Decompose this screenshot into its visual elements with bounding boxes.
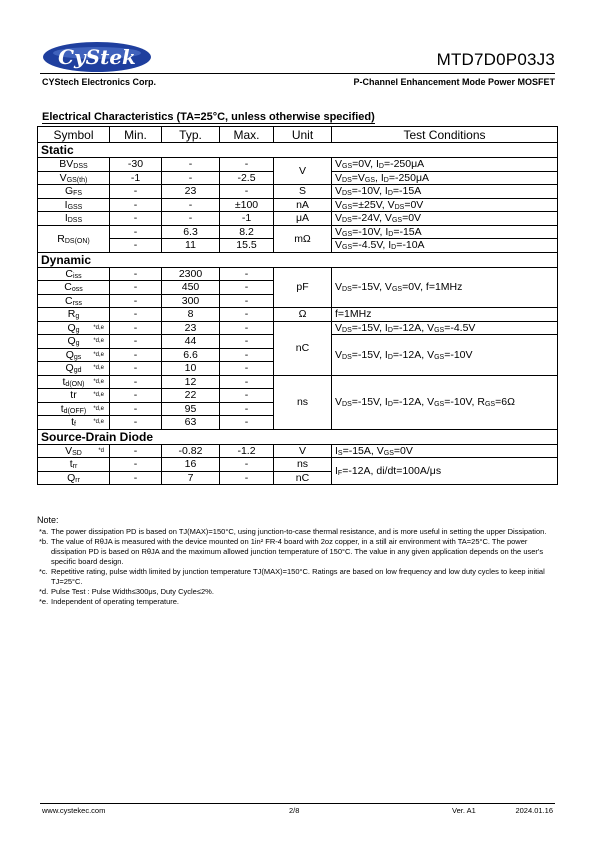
footer-divider (40, 803, 555, 804)
max-value: - (220, 471, 274, 485)
logo-text: CyStek (58, 45, 136, 69)
device-type: P-Channel Enhancement Mode Power MOSFET (353, 77, 555, 87)
typ-value: 12 (162, 375, 220, 389)
typ-value: 11 (162, 239, 220, 253)
max-value: - (220, 402, 274, 416)
typ-value: 23 (162, 185, 220, 199)
unit: V (274, 444, 332, 458)
typ-value: 16 (162, 458, 220, 472)
table-row (38, 185, 558, 199)
company-name: CYStech Electronics Corp. (42, 77, 157, 87)
test-condition: $V_{GS}=-10V$, $I_D=-15A$ (332, 225, 558, 239)
min-value: - (110, 335, 162, 349)
footnote-mark: *d,e (93, 324, 104, 331)
col-max: Max. (220, 127, 274, 143)
typ-value: 8 (162, 308, 220, 322)
max-value: - (220, 389, 274, 403)
footnote-mark: *d,e (93, 365, 104, 372)
unit: Ω (274, 308, 332, 322)
table-row (38, 158, 558, 172)
footer-version: Ver. A1 (452, 806, 476, 815)
symbol: $I_{GSS}$ (38, 198, 110, 212)
min-value: - (110, 321, 162, 335)
note-c: *c. Repetitive rating, pulse width limited by junction temperature TJ(MAX)=150°C. Ratings are based on low frequency and low duty cycles to keep initial TJ=25°C. (39, 567, 545, 586)
test-condition: $V_{DS}=-10V$, $I_D=-15A$ (332, 185, 558, 199)
group-source-drain-diode: Source-Drain Diode (38, 429, 558, 444)
typ-value: 63 (162, 416, 220, 430)
unit: nC (274, 471, 332, 485)
max-value: - (220, 185, 274, 199)
unit: ns (274, 458, 332, 472)
table-row (38, 375, 558, 389)
min-value: -30 (110, 158, 162, 172)
typ-value: 6.6 (162, 348, 220, 362)
test-condition: $V_{GS}=\pm 25V$, $V_{DS}=0V$ (332, 198, 558, 212)
symbol: $C_{oss}$ (38, 281, 110, 295)
symbol: $Q_g$ *d,e (38, 321, 110, 335)
min-value: - (110, 402, 162, 416)
footnote-mark: *d,e (93, 351, 104, 358)
max-value: - (220, 458, 274, 472)
symbol: $Q_{gd}$ *d,e (38, 362, 110, 376)
min-value: - (110, 294, 162, 308)
col-unit: Unit (274, 127, 332, 143)
min-value: - (110, 416, 162, 430)
symbol: $V_{GS(th)}$ (38, 171, 110, 185)
symbol: $C_{iss}$ (38, 267, 110, 281)
min-value: - (110, 185, 162, 199)
min-value: - (110, 267, 162, 281)
footnote-mark: *d,e (93, 405, 104, 412)
note-b: *b. The value of RθJA is measured with the device mounted on 1in² FR-4 board with 2oz copper, in a still air environment with TA=25°C. The power dissipation PD is based on RθJA and the maximum allowed junction temperature of 150°C. The value in any given application depends on the user's specific board design. (39, 537, 544, 566)
table-row (38, 225, 558, 239)
test-condition: $V_{DS}=V_{GS}$, $I_D=-250\mu A$ (332, 171, 558, 185)
max-value: 8.2 (220, 225, 274, 239)
test-condition: $V_{GS}=0V$, $I_D=-250\mu A$ (332, 158, 558, 172)
typ-value: - (162, 171, 220, 185)
symbol: $R_g$ (38, 308, 110, 322)
max-value: -1.2 (220, 444, 274, 458)
min-value: - (110, 198, 162, 212)
note-a: *a. The power dissipation PD is based on TJ(MAX)=150°C, using junction-to-case thermal resistance, and is more useful in setting the upper Dissipation. (39, 527, 547, 536)
test-condition: $V_{DS}=-15V$, $V_{GS}=0V$, f=1MHz (332, 267, 558, 308)
min-value: - (110, 212, 162, 226)
min-value: - (110, 362, 162, 376)
electrical-characteristics-table (37, 126, 558, 485)
typ-value: 6.3 (162, 225, 220, 239)
min-value: - (110, 444, 162, 458)
part-number: MTD7D0P03J3 (436, 50, 555, 69)
group-static: Static (38, 143, 558, 158)
symbol: $Q_{gs}$ *d,e (38, 348, 110, 362)
min-value: - (110, 308, 162, 322)
footer-date: 2024.01.16 (515, 806, 553, 815)
header-divider (40, 73, 555, 74)
typ-value: 22 (162, 389, 220, 403)
group-dynamic: Dynamic (38, 252, 558, 267)
table-row (38, 308, 558, 322)
test-condition: f=1MHz (332, 308, 558, 322)
footnote-mark: *d,e (93, 378, 104, 385)
notes-section (37, 515, 557, 607)
symbol: $R_{DS(ON)}$ (38, 225, 110, 252)
max-value: - (220, 267, 274, 281)
typ-value: 10 (162, 362, 220, 376)
min-value: - (110, 389, 162, 403)
footer-website[interactable]: www.cystekec.com (42, 806, 106, 815)
table-row (38, 212, 558, 226)
unit: μA (274, 212, 332, 226)
table-header-row (38, 127, 558, 143)
footnote-mark: *d,e (93, 419, 104, 426)
notes-label: Note: (37, 515, 59, 525)
col-typ: Typ. (162, 127, 220, 143)
symbol: $t_{d(OFF)}$ *d,e (38, 402, 110, 416)
typ-value: 23 (162, 321, 220, 335)
max-value: - (220, 375, 274, 389)
test-condition: $V_{GS}=-4.5V$, $I_D=-10A$ (332, 239, 558, 253)
min-value: - (110, 225, 162, 239)
min-value: - (110, 471, 162, 485)
symbol: $I_{DSS}$ (38, 212, 110, 226)
min-value: - (110, 348, 162, 362)
unit: nA (274, 198, 332, 212)
symbol: $t_{rr}$ (38, 458, 110, 472)
note-d: *d. Pulse Test : Pulse Width≤300μs, Duty Cycle≤2%. (39, 587, 214, 596)
typ-value: - (162, 212, 220, 226)
max-value: -2.5 (220, 171, 274, 185)
max-value: - (220, 281, 274, 295)
typ-value: 2300 (162, 267, 220, 281)
cystek-logo (42, 36, 152, 78)
max-value: - (220, 321, 274, 335)
typ-value: - (162, 198, 220, 212)
max-value: ±100 (220, 198, 274, 212)
unit: nC (274, 321, 332, 375)
unit: ns (274, 375, 332, 429)
note-e: *e. Independent of operating temperature. (39, 597, 180, 606)
min-value: - (110, 458, 162, 472)
col-symbol: Symbol (38, 127, 110, 143)
symbol: $C_{rss}$ (38, 294, 110, 308)
max-value: - (220, 416, 274, 430)
min-value: -1 (110, 171, 162, 185)
unit: S (274, 185, 332, 199)
typ-value: -0.82 (162, 444, 220, 458)
symbol: $Q_g$ *d,e (38, 335, 110, 349)
footnote-mark: *d,e (93, 392, 104, 399)
unit: V (274, 158, 332, 185)
max-value: - (220, 158, 274, 172)
footer-page-number: 2/8 (289, 806, 300, 815)
symbol: $BV_{DSS}$ (38, 158, 110, 172)
unit: mΩ (274, 225, 332, 252)
min-value: - (110, 239, 162, 253)
max-value: - (220, 335, 274, 349)
test-condition: $V_{DS}=-15V$, $I_D=-12A$, $V_{GS}=-10V$, $R_{GS}=6\Omega$ (332, 375, 558, 429)
typ-value: 95 (162, 402, 220, 416)
test-condition: $I_F=-12A$, di/dt=100A/μs (332, 458, 558, 485)
footnote-mark: *d (98, 447, 104, 454)
col-test-conditions: Test Conditions (332, 127, 558, 143)
min-value: - (110, 281, 162, 295)
test-condition: $V_{DS}=-24V$, $V_{GS}=0V$ (332, 212, 558, 226)
max-value: - (220, 362, 274, 376)
max-value: - (220, 308, 274, 322)
min-value: - (110, 375, 162, 389)
symbol: $Q_{rr}$ (38, 471, 110, 485)
max-value: - (220, 294, 274, 308)
table-row (38, 444, 558, 458)
test-condition: $V_{DS}=-15V$, $I_D=-12A$, $V_{GS}=-4.5V$ (332, 321, 558, 335)
symbol: tr *d,e (38, 389, 110, 403)
symbol: $t_{d(ON)}$ *d,e (38, 375, 110, 389)
max-value: 15.5 (220, 239, 274, 253)
max-value: -1 (220, 212, 274, 226)
table-row (38, 458, 558, 472)
symbol: $G_{FS}$ (38, 185, 110, 199)
col-min: Min. (110, 127, 162, 143)
footnote-mark: *d,e (93, 338, 104, 345)
symbol: $V_{SD}$ *d (38, 444, 110, 458)
table-row (38, 198, 558, 212)
max-value: - (220, 348, 274, 362)
table-row (38, 321, 558, 335)
typ-value: - (162, 158, 220, 172)
symbol: $t_f$ *d,e (38, 416, 110, 430)
table-row (38, 267, 558, 281)
typ-value: 450 (162, 281, 220, 295)
test-condition: $I_S=-15A$, $V_{GS}=0V$ (332, 444, 558, 458)
test-condition: $V_{DS}=-15V$, $I_D=-12A$, $V_{GS}=-10V$ (332, 335, 558, 376)
typ-value: 7 (162, 471, 220, 485)
typ-value: 300 (162, 294, 220, 308)
unit: pF (274, 267, 332, 308)
typ-value: 44 (162, 335, 220, 349)
section-title: Electrical Characteristics (TA=25°C, unless otherwise specified) (42, 111, 375, 123)
